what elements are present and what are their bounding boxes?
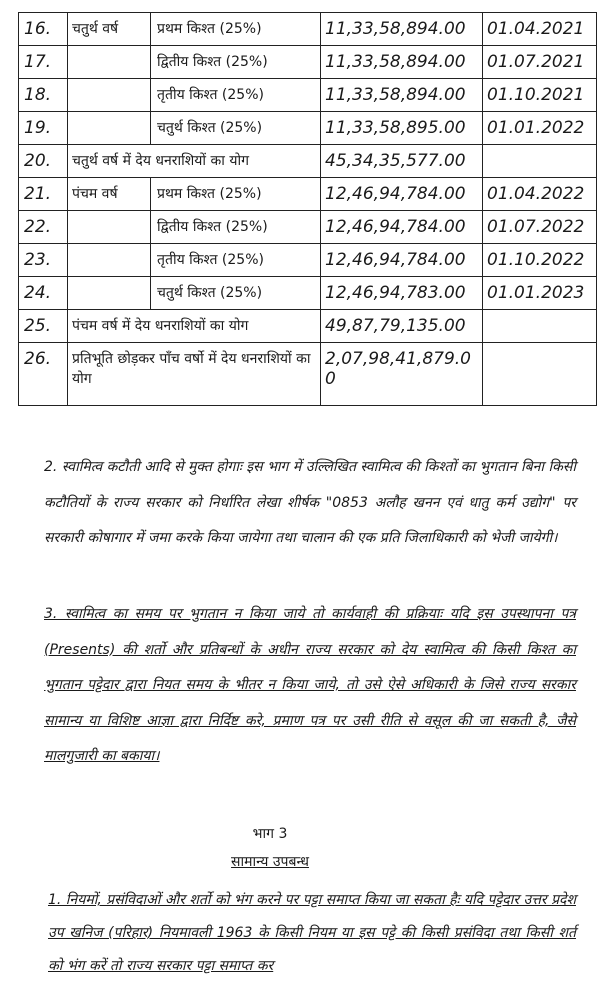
installment-cell: तृतीय किश्त (25%) — [151, 244, 321, 277]
row-number: 16. — [19, 13, 68, 46]
total-label-cell: पंचम वर्ष में देय धनराशियों का योग — [68, 310, 321, 343]
total-label-cell: प्रतिभूति छोड़कर पाँच वर्षो में देय धनराशियों का योग — [68, 343, 321, 406]
row-number: 26. — [19, 343, 68, 406]
installment-cell: चतुर्थ किश्त (25%) — [151, 277, 321, 310]
date-cell: 01.10.2022 — [483, 244, 597, 277]
installment-cell: प्रथम किश्त (25%) — [151, 13, 321, 46]
amount-cell: 11,33,58,894.00 — [321, 13, 483, 46]
installment-table — [18, 12, 597, 406]
date-cell — [483, 343, 597, 406]
row-number: 20. — [19, 145, 68, 178]
year-cell — [68, 244, 151, 277]
table-row — [19, 112, 597, 145]
date-cell: 01.07.2021 — [483, 46, 597, 79]
installment-cell: द्वितीय किश्त (25%) — [151, 46, 321, 79]
date-cell: 01.04.2022 — [483, 178, 597, 211]
part-heading: सामान्य उपबन्ध — [231, 854, 309, 870]
installment-cell: चतुर्थ किश्त (25%) — [151, 112, 321, 145]
paragraph-lease-termination: 1. नियमों, प्रसंविदाओं और शर्तो को भंग करने पर पट्टा समाप्त किया जा सकता हैः यदि पट्टेदार उत्तर प्रदेश उप खनिज (परिहार) नियमावली 1963 के किसी नियम या इस पट्टे की किसी प्रसंविदा तथा किसी शर्त को भंग करें तो राज्य सरकार पट्टा समाप्त कर — [48, 892, 576, 974]
row-number: 18. — [19, 79, 68, 112]
amount-cell: 12,46,94,783.00 — [321, 277, 483, 310]
date-cell: 01.04.2021 — [483, 13, 597, 46]
table-row-total — [19, 310, 597, 343]
amount-cell: 45,34,35,577.00 — [321, 145, 483, 178]
amount-cell: 12,46,94,784.00 — [321, 178, 483, 211]
installment-cell: तृतीय किश्त (25%) — [151, 79, 321, 112]
table-row — [19, 277, 597, 310]
table-row — [19, 79, 597, 112]
paragraph-royalty-recovery: 3. स्वामित्व का समय पर भुगतान न किया जाये तो कार्यवाही की प्रक्रियाः यदि इस उपस्थापना पत्र (Presents) की शर्तो और प्रतिबन्धों के अधीन राज्य सरकार को देय स्वामित्व की किसी किश्त का भुगतान पट्टेदार द्वारा नियत समय के भीतर न किया जाये, तो उसे ऐसे अधिकारी के जिसे राज्य सरकार सामान्य या विशिष्ट आज्ञा द्वारा निर्दिष्ट करे, प्रमाण पत्र पर उसी रीति से वसूल की जा सकती है, जैसे मालगुजारी का बकाया। — [44, 606, 576, 764]
paragraph-royalty-deduction: 2. स्वामित्व कटौती आदि से मुक्त होगाः इस भाग में उल्लिखित स्वामित्व की किश्तों का भुगतान बिना किसी कटौतियों के राज्य सरकार को निर्धारित लेखा शीर्षक "0853 अलौह खनन एवं धातु कर्म उद्योग" पर सरकारी कोषागार में जमा करके किया जायेगा तथा चालान की एक प्रति जिलाधिकारी को भेजी जायेगी। — [44, 459, 576, 546]
table-row — [19, 211, 597, 244]
date-cell — [483, 310, 597, 343]
row-number: 24. — [19, 277, 68, 310]
part-title: भाग 3 — [252, 826, 288, 842]
year-cell: पंचम वर्ष — [68, 178, 151, 211]
amount-cell: 12,46,94,784.00 — [321, 244, 483, 277]
date-cell: 01.07.2022 — [483, 211, 597, 244]
table-row-total — [19, 145, 597, 178]
table-row — [19, 46, 597, 79]
amount-cell: 49,87,79,135.00 — [321, 310, 483, 343]
date-cell: 01.01.2023 — [483, 277, 597, 310]
year-cell — [68, 46, 151, 79]
year-cell — [68, 211, 151, 244]
amount-cell: 12,46,94,784.00 — [321, 211, 483, 244]
year-cell: चतुर्थ वर्ष — [68, 13, 151, 46]
row-number: 23. — [19, 244, 68, 277]
table-row-grand-total — [19, 343, 597, 406]
total-label-cell: चतुर्थ वर्ष में देय धनराशियों का योग — [68, 145, 321, 178]
year-cell — [68, 112, 151, 145]
year-cell — [68, 277, 151, 310]
year-cell — [68, 79, 151, 112]
amount-cell: 11,33,58,895.00 — [321, 112, 483, 145]
table-row — [19, 244, 597, 277]
date-cell: 01.10.2021 — [483, 79, 597, 112]
amount-cell: 2,07,98,41,879.00 — [321, 343, 483, 406]
row-number: 21. — [19, 178, 68, 211]
date-cell: 01.01.2022 — [483, 112, 597, 145]
row-number: 19. — [19, 112, 68, 145]
table-row — [19, 13, 597, 46]
amount-cell: 11,33,58,894.00 — [321, 46, 483, 79]
amount-cell: 11,33,58,894.00 — [321, 79, 483, 112]
date-cell — [483, 145, 597, 178]
installment-cell: द्वितीय किश्त (25%) — [151, 211, 321, 244]
row-number: 17. — [19, 46, 68, 79]
table-row — [19, 178, 597, 211]
row-number: 25. — [19, 310, 68, 343]
installment-cell: प्रथम किश्त (25%) — [151, 178, 321, 211]
row-number: 22. — [19, 211, 68, 244]
